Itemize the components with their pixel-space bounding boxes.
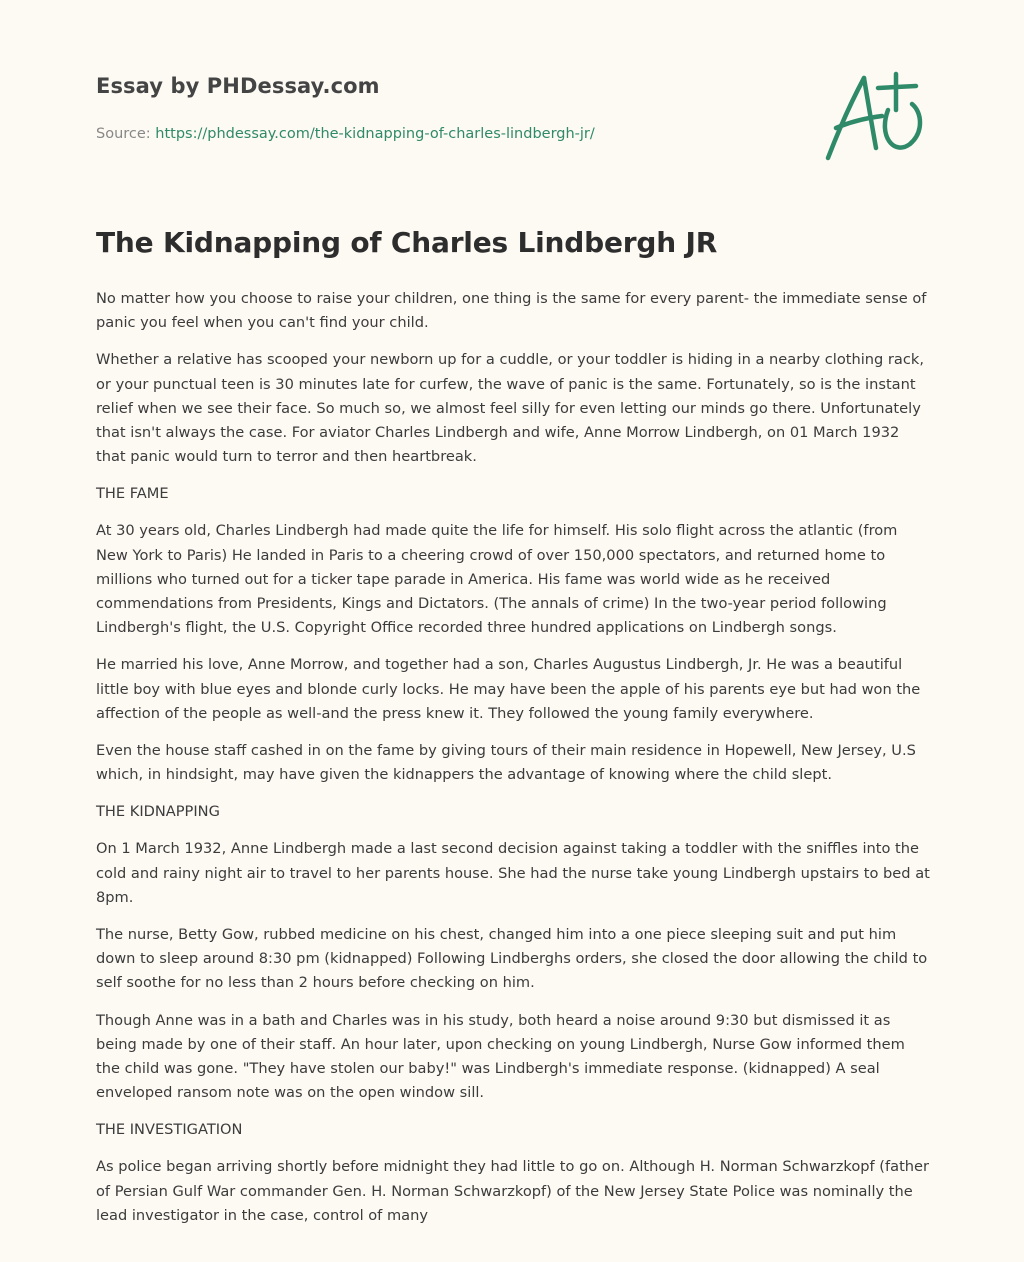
paragraph: At 30 years old, Charles Lindbergh had made quite the life for himself. His solo flight across the atlantic (from New York to Paris) He landed in Paris to a cheering crowd of over 150,000 spectators, and returned home to millions who turned out for a ticker tape parade in America. His fame was world wide as he received commendations from Presidents, Kings and Dictators. (The annals of crime) In the two-year period following Lindbergh's flight, the U.S. Copyright Office recorded three hundred applications on Lindbergh songs.	[96, 522, 898, 637]
paragraph: Though Anne was in a bath and Charles was in his study, both heard a noise around 9:30 but dismissed it as being made by one of their staff. An hour later, upon checking on young Lindbergh, Nurse Gow informed them the child was gone. "They have stolen our baby!" was Lindbergh's immediate response. (kidnapped) A seal enveloped ransom note was on the open window sill.	[96, 1011, 905, 1102]
paragraph: No matter how you choose to raise your children, one thing is the same for every parent- the immediate sense of panic you feel when you can't find your child.	[96, 290, 927, 332]
paragraph: As police began arriving shortly before midnight they had little to go on. Although H. Norman Schwarzkopf (father of Persian Gulf War commander Gen. H. Norman Schwarzkopf) of the New Jersey State Police was nominally the lead investigator in the case, control of many	[96, 1158, 930, 1224]
section-heading: THE FAME	[96, 485, 169, 503]
section-heading: THE INVESTIGATION	[96, 1121, 243, 1139]
source-label: Source:	[96, 126, 156, 142]
essay-title: The Kidnapping of Charles Lindbergh JR	[96, 226, 718, 259]
paragraph: The nurse, Betty Gow, rubbed medicine on his chest, changed him into a one piece sleeping suit and put him down to sleep around 8:30 pm (kidnapped) Following Lindberghs orders, she closed the door allowing the child to self soothe for no less than 2 hours before checking on him.	[96, 926, 928, 992]
essay-body	[96, 226, 932, 1241]
source-line	[96, 126, 796, 142]
section-heading: THE KIDNAPPING	[96, 803, 220, 821]
paragraph: He married his love, Anne Morrow, and together had a son, Charles Augustus Lindbergh, Jr. He was a beautiful little boy with blue eyes and blonde curly locks. He may have been the apple of his parents eye but had won the affection of the people as well-and the press knew it. They followed the young family everywhere.	[96, 656, 921, 722]
essay-header	[96, 74, 796, 142]
site-brand: Essay by PHDessay.com	[96, 74, 380, 98]
source-link[interactable]: https://phdessay.com/the-kidnapping-of-charles-lindbergh-jr/	[155, 126, 595, 142]
paragraph: Whether a relative has scooped your newborn up for a cuddle, or your toddler is hiding in a nearby clothing rack, or your punctual teen is 30 minutes late for curfew, the wave of panic is the same. Fortunately, so is the instant relief when we see their face. So much so, we almost feel silly for even letting our minds go there. Unfortunately that isn't always the case. For aviator Charles Lindbergh and wife, Anne Morrow Lindbergh, on 01 March 1932 that panic would turn to terror and then heartbreak.	[96, 351, 924, 466]
paragraph: On 1 March 1932, Anne Lindbergh made a last second decision against taking a toddler with the sniffles into the cold and rainy night air to travel to her parents house. She had the nurse take young Lindbergh upstairs to bed at 8pm.	[96, 840, 930, 906]
a-plus-logo-icon	[818, 66, 930, 166]
paragraph: Even the house staff cashed in on the fame by giving tours of their main residence in Hopewell, New Jersey, U.S which, in hindsight, may have given the kidnappers the advantage of knowing where the child slept.	[96, 742, 916, 784]
